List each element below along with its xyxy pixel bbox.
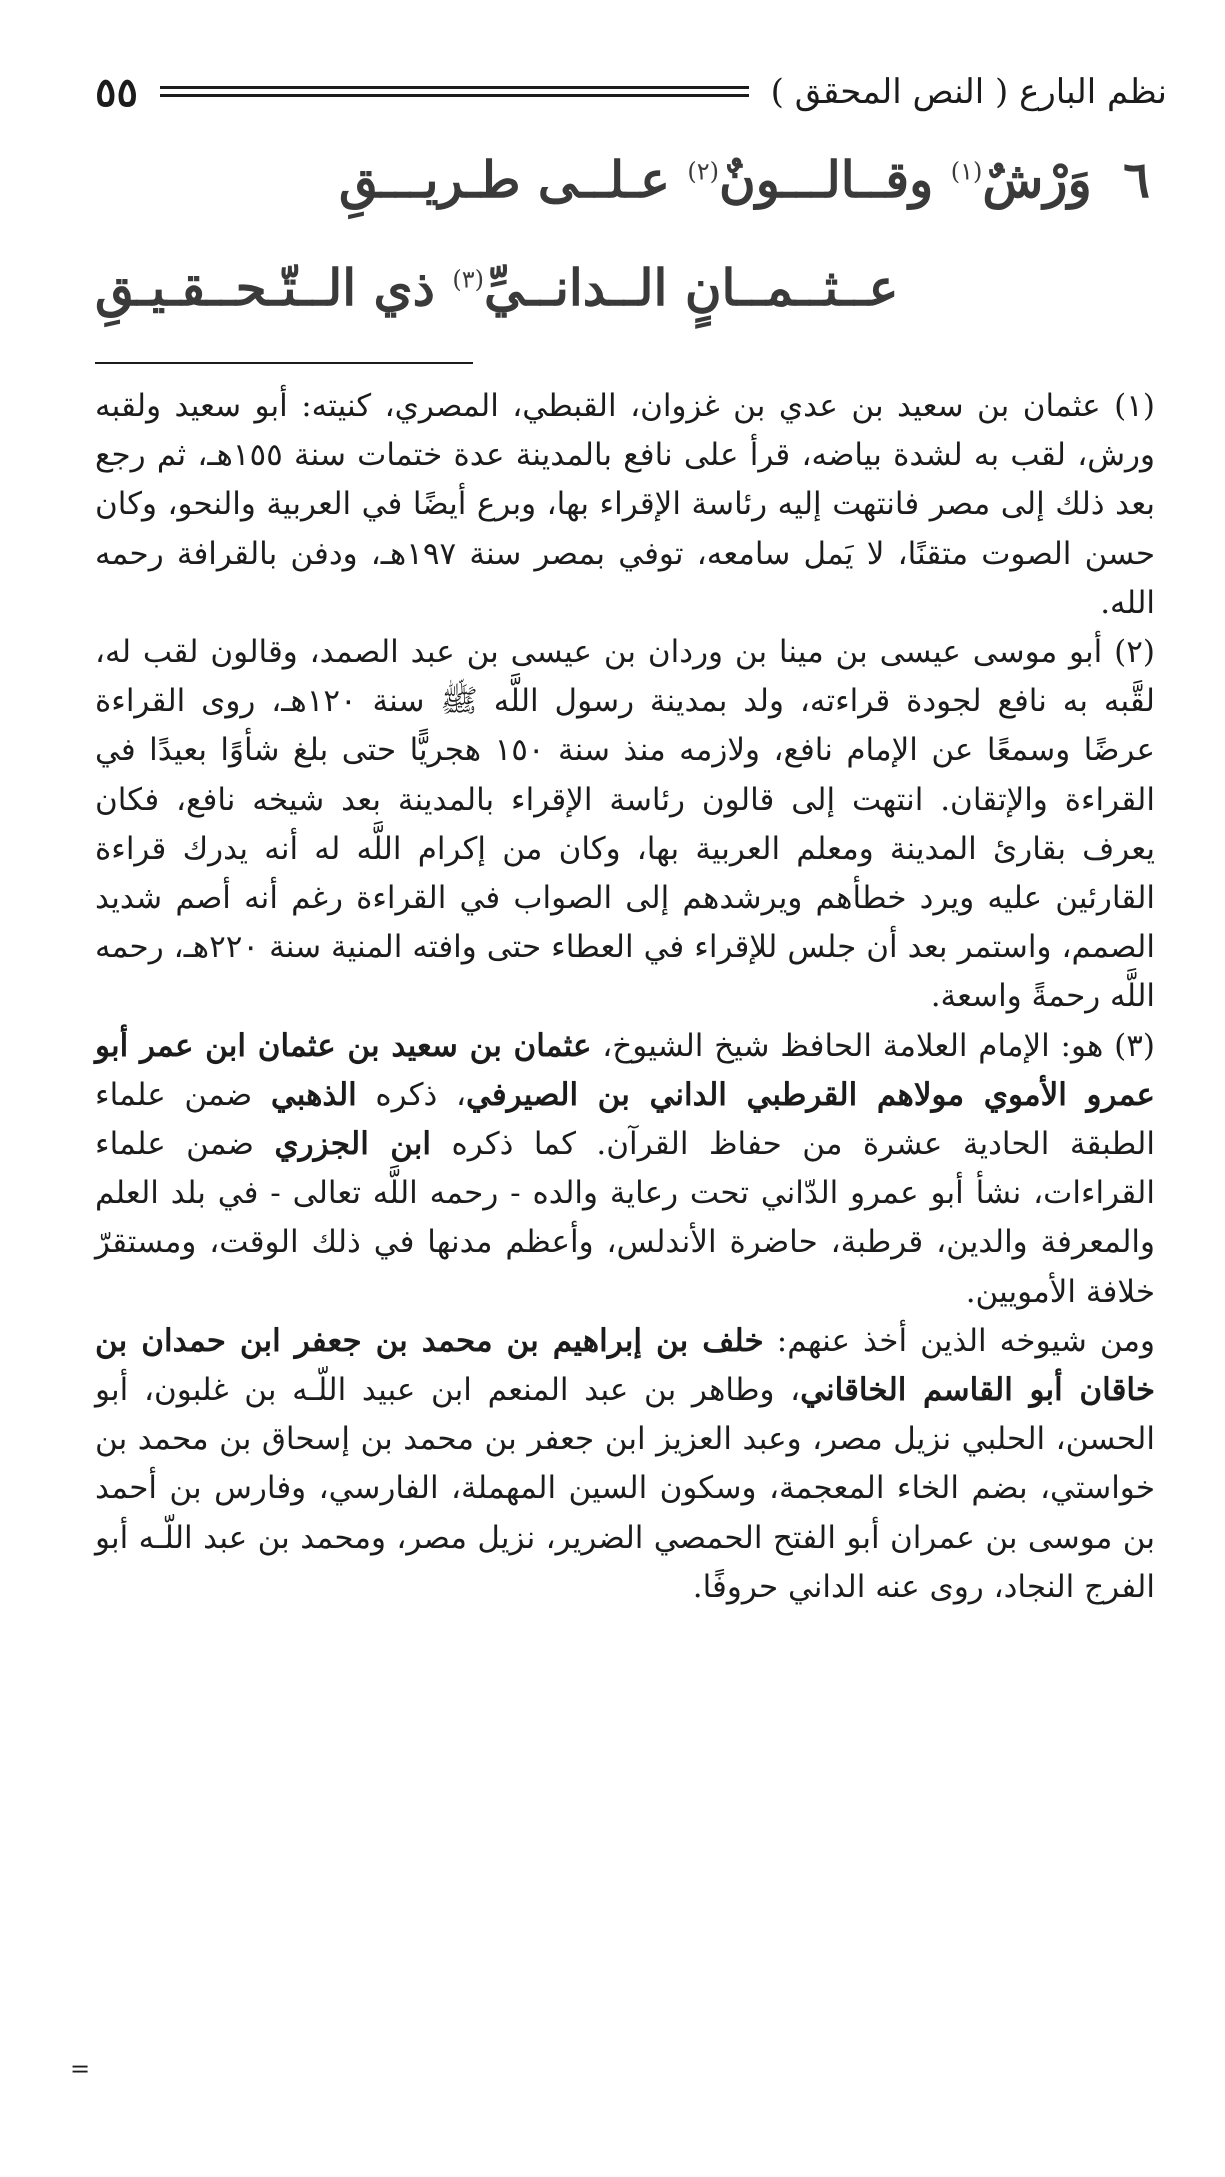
footnote-text: ، وطاهر بن عبد المنعم ابن عبيد اللّـه بن غلبون، أبو الحسن، الحلبي نزيل مصر، وعبد العزيز ابن جعفر بن محمد بن إسحاق بن محمد بن خواستي، بضم الخاء المعجمة، وسكون السين المهملة، الفارسي، وفارس بن أحمد بن موسى بن عمران أبو الفتح الحمصي الضرير، نزيل مصر، ومحمد بن عبد اللّـه أبو الفرج النجاد، روى عنه الداني حروفًا.: [95, 1372, 1155, 1605]
footnote-text: ضمن علماء الطبقة الحادية عشرة من حفاظ القرآن. كما ذكره: [95, 1076, 1155, 1163]
footnote-separator: [95, 362, 473, 364]
footnote-ref-2: (٢): [687, 157, 720, 186]
continuation-mark: =: [70, 2055, 91, 2083]
verse-number: ٦: [1123, 150, 1150, 209]
footnote-text: (٢) أبو موسى عيسى بن مينا بن وردان بن عيسى بن عبد الصمد، وقالون لقب له، لقَّبه به نافع لجودة قراءته، ولد بمدينة رسول اللَّه ﷺ سنة ١٢٠هـ، روى القراءة عرضًا وسمعًا عن الإمام نافع، ولازمه منذ سنة ١٥٠ هجريًّا حتى بلغ شأوًا بعيدًا في القراءة والإتقان. انتهت إلى قالون رئاسة الإقراء بالمدينة بعد شيخه نافع، فكان يعرف بقارئ المدينة ومعلم العربية بها، وكان من إكرام اللَّه له أنه يدرك قراءة القارئين عليه ويرد خطأهم ويرشدهم إلى الصواب في القراءة رغم أنه أصم شديد الصمم، واستمر بعد أن جلس للإقراء في العطاء حتى وافته المنية سنة ٢٢٠هـ، رحمه اللَّه رحمةً واسعة.: [95, 634, 1156, 1015]
footnote-bold-name: عثمان بن سعيد بن عثمان ابن عمر أبو عمرو الأموي مولاهم القرطبي الداني بن الصيرفي: [95, 1027, 1155, 1113]
footnote-bold-name: الذهبي: [270, 1076, 357, 1113]
footnote-text: (١) عثمان بن سعيد بن عدي بن غزوان، القبطي، المصري، كنيته: أبو سعيد ولقبه ورش، لقب به لشدة بياضه، قرأ على نافع بالمدينة عدة ختمات سنة ١٥٥هـ، ثم رجع بعد ذلك إلى مصر فانتهت إليه رئاسة الإقراء بها، وبرع أيضًا في العربية والنحو، وكان حسن الصوت متقنًا، لا يَمل سامعه، توفي بمصر سنة ١٩٧هـ، ودفن بالقرافة رحمه الله.: [95, 388, 1155, 621]
footnote-text: ، ذكره: [356, 1076, 467, 1113]
verse-word: وَرْشٌ: [982, 150, 1092, 209]
footnote-text: (٣) هو: الإمام العلامة الحافظ شيخ الشيوخ،: [591, 1027, 1155, 1064]
footnote-text: ضمن علماء القراءات، نشأ أبو عمرو الدّاني تحت رعاية والده - رحمه اللَّه تعالى - في بلد العلم والمعرفة والدين، قرطبة، حاضرة الأندلس، وأعظم مدنها في ذلك الوقت، ومستقرّ خلافة الأمويين.: [95, 1126, 1155, 1310]
footnote-2: [95, 628, 1155, 1022]
verse-word: عــثــمــانٍ الــدانــيِّ: [483, 258, 899, 317]
verse-first-hemistich: [339, 150, 1150, 209]
verse-word: وقــالـــونٌ: [719, 150, 934, 209]
footnote-bold-name: ابن الجزري: [274, 1126, 432, 1163]
footnote-text: ومن شيوخه الذين أخذ عنهم:: [763, 1322, 1156, 1359]
footnote-1: [95, 382, 1155, 628]
footnote-3: [95, 1022, 1155, 1317]
verse-second-hemistich: [95, 258, 899, 317]
footnote-bold-name: خلف بن إبراهيم بن محمد بن جعفر ابن حمدان بن خاقان أبو القاسم الخاقاني: [95, 1322, 1155, 1409]
book-title: نظم البارع ( النص المحقق ): [770, 72, 1167, 112]
footnotes: [95, 382, 1155, 1612]
footnote-ref-1: (١): [950, 157, 983, 186]
verse-word: عـلــى طـريـــقِ: [338, 150, 670, 209]
header-double-rule: [160, 85, 749, 99]
running-header: [95, 62, 1167, 122]
footnote-3-teachers: [95, 1317, 1155, 1612]
footnote-ref-3: (٣): [452, 265, 484, 294]
page-number: ٥٥: [95, 68, 138, 116]
verse-word: ذي الــتّـحــقـيـقِ: [95, 258, 435, 317]
